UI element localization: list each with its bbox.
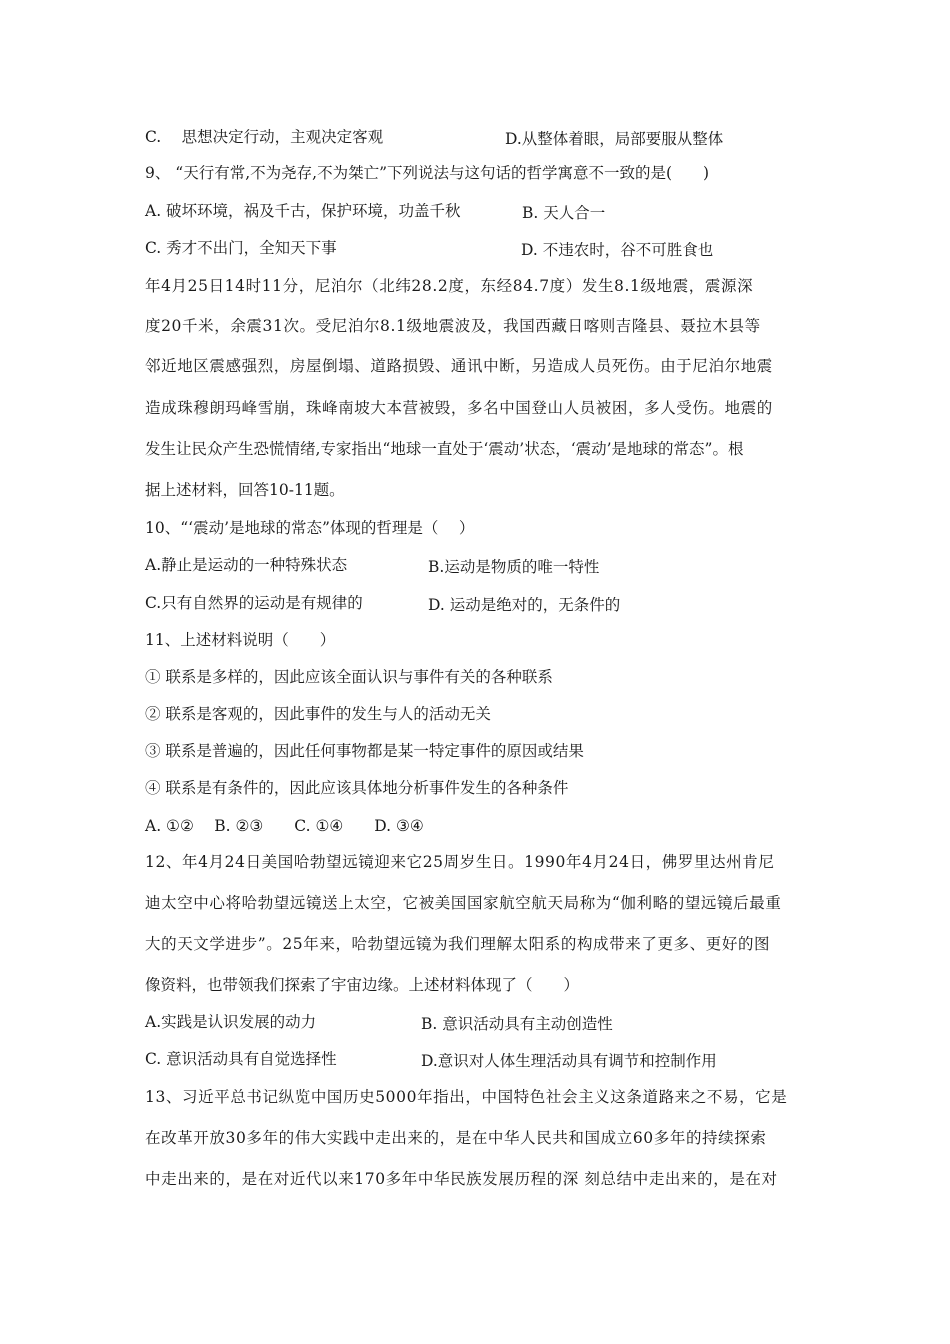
- q9-option-d: D. 不违农时，谷不可胜食也: [521, 241, 714, 259]
- q11-stem: 11、上述材料说明（ ）: [145, 631, 336, 649]
- q10-option-c: C.只有自然界的运动是有规律的: [145, 594, 363, 612]
- q12-option-a: A.实践是认识发展的动力: [145, 1013, 317, 1031]
- material-line: 度20千米，余震31次。受尼泊尔8.1级地震波及，我国西藏日喀则吉隆县、聂拉木县等: [145, 317, 761, 335]
- q12-option-d: D.意识对人体生理活动具有调节和控制作用: [421, 1052, 717, 1070]
- q13-stem-line: 在改革开放30多年的伟大实践中走出来的，是在中华人民共和国成立60多年的持续探索: [145, 1129, 767, 1147]
- material-line: 发生让民众产生恐慌情绪,专家指出“地球一直处于‘震动’状态，‘震动’是地球的常态”。根: [145, 440, 744, 458]
- q10-option-a: A.静止是运动的一种特殊状态: [145, 556, 348, 574]
- q11-item-3: ③ 联系是普遍的，因此任何事物都是某一特定事件的原因或结果: [145, 742, 584, 760]
- material-line: 年4月25日14时11分，尼泊尔（北纬28.2度，东经84.7度）发生8.1级地震，震源深: [145, 277, 754, 295]
- q12-stem-line: 12、年4月24日美国哈勃望远镜迎来它25周岁生日。1990年4月24日，佛罗里达州肯尼: [145, 853, 775, 871]
- q9-option-c: C. 秀才不出门，全知天下事: [145, 239, 337, 257]
- q8-option-c: C. 思想决定行动，主观决定客观: [145, 128, 384, 146]
- material-line: 邻近地区震感强烈，房屋倒塌、道路损毁、通讯中断，另造成人员死伤。由于尼泊尔地震: [145, 357, 773, 375]
- q13-stem-line: 中走出来的，是在对近代以来170多年中华民族发展历程的深 刻总结中走出来的，是在对: [145, 1170, 778, 1188]
- q11-item-1: ① 联系是多样的，因此应该全面认识与事件有关的各种联系: [145, 668, 553, 686]
- q12-stem-line: 像资料，也带领我们探索了宇宙边缘。上述材料体现了（ ）: [145, 976, 580, 994]
- q11-options: A. ①② B. ②③ C. ①④ D. ③④: [145, 817, 424, 835]
- q9-option-a: A. 破坏环境，祸及千古，保护环境，功盖千秋: [145, 202, 461, 220]
- material-line: 据上述材料，回答10-11题。: [145, 481, 345, 499]
- q12-stem-line: 大的天文学进步”。25年来，哈勃望远镜为我们理解太阳系的构成带来了更多、更好的图: [145, 935, 771, 953]
- q9-option-b: B. 天人合一: [522, 204, 606, 222]
- q12-stem-line: 迪太空中心将哈勃望远镜送上太空，它被美国国家航空航天局称为“伽利略的望远镜后最重: [145, 894, 782, 912]
- q11-item-2: ② 联系是客观的，因此事件的发生与人的活动无关: [145, 705, 491, 723]
- q13-stem-line: 13、习近平总书记纵览中国历史5000年指出，中国特色社会主义这条道路来之不易，它是: [145, 1088, 788, 1106]
- q12-option-c: C. 意识活动具有自觉选择性: [145, 1050, 337, 1068]
- q11-item-4: ④ 联系是有条件的，因此应该具体地分析事件发生的各种条件: [145, 779, 569, 797]
- q10-option-d: D. 运动是绝对的，无条件的: [428, 596, 621, 614]
- q8-option-d: D.从整体着眼，局部要服从整体: [505, 130, 724, 148]
- q10-option-b: B.运动是物质的唯一特性: [428, 558, 600, 576]
- material-line: 造成珠穆朗玛峰雪崩，珠峰南坡大本营被毁，多名中国登山人员被困，多人受伤。地震的: [145, 399, 773, 417]
- q9-stem: 9、 “天行有常,不为尧存,不为桀亡”下列说法与这句话的哲学寓意不一致的是( ): [145, 164, 710, 182]
- q12-option-b: B. 意识活动具有主动创造性: [421, 1015, 613, 1033]
- q10-stem: 10、“‘震动’是地球的常态”体现的哲理是（ ）: [145, 519, 475, 537]
